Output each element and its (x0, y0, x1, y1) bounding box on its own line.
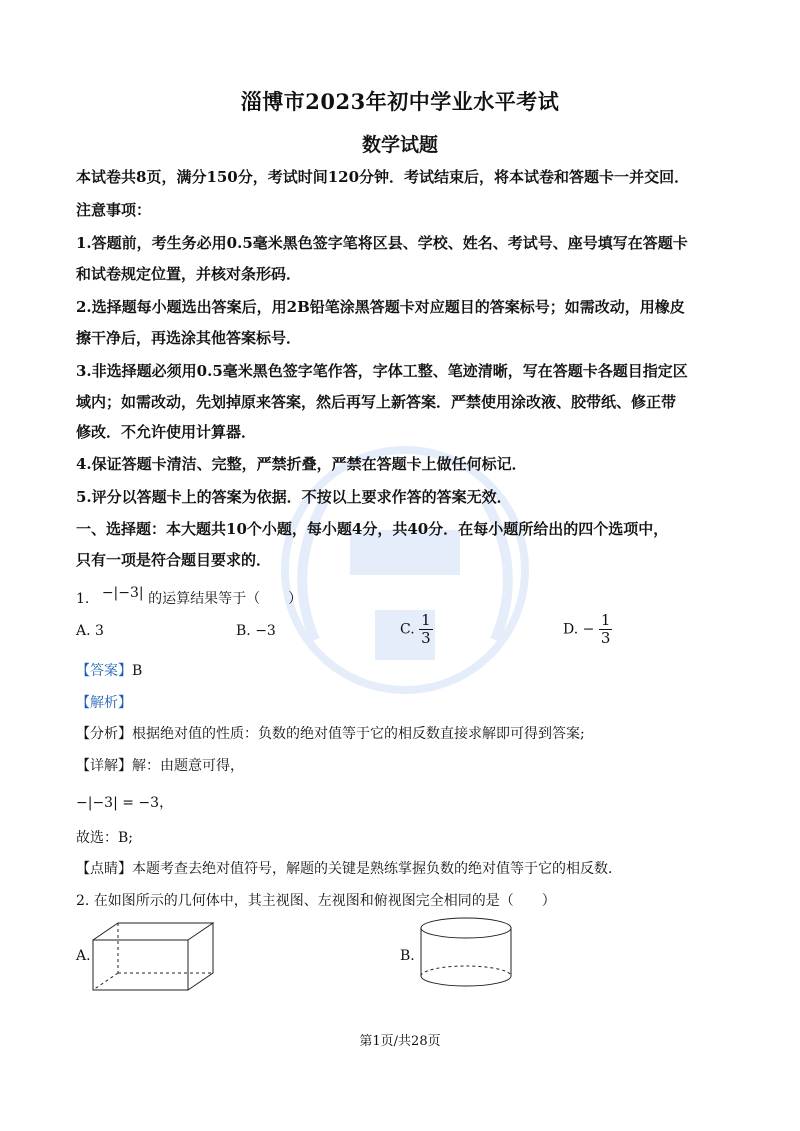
question-stem: 的运算结果等于（ ） (148, 591, 303, 607)
work-line: −|−3| = −3， (76, 795, 174, 811)
option-a: A. 3 (76, 623, 104, 639)
notice-line: 3.非选择题必须用0.5毫米黑色签字笔作答，字体工整、笔迹清晰，写在答题卡各题目指定区 (76, 362, 688, 380)
abs-expression: −|−3| (101, 585, 144, 601)
xiangjie-tag: 【详解】 (76, 758, 132, 774)
section-heading: 只有一项是符合题目要求的． (76, 551, 272, 569)
question-1 (76, 585, 736, 608)
analysis-tag: 【解析】 (76, 695, 132, 711)
fraction: $\frac{1}{3}$ (600, 611, 611, 647)
xiangjie-text: 解：由题意可得， (132, 758, 244, 774)
answer-tag: 【答案】 (76, 663, 132, 679)
dianjing-tag: 【点睛】 (76, 861, 132, 877)
xiangjie-line (76, 755, 736, 775)
notice-line: 修改．不允许使用计算器． (76, 423, 257, 441)
fenxi-tag: 【分析】 (76, 726, 132, 742)
exam-subtitle: 数学试题 (361, 134, 438, 156)
fenxi-line (76, 723, 736, 743)
option-a-label: A. (76, 948, 91, 964)
question-number: 1. (76, 591, 90, 607)
option-c: C. $\frac{1}{3}$ (400, 611, 431, 647)
question-2: 2. 在如图所示的几何体中，其主视图、左视图和俯视图完全相同的是（ ） (76, 893, 556, 909)
analysis-line (76, 692, 736, 712)
notice-line: 和试卷规定位置，并核对条形码． (76, 265, 302, 283)
notice-line: 5.评分以答题卡上的答案为依据．不按以上要求作答的答案无效． (76, 488, 512, 506)
answer-value: B (132, 663, 143, 679)
notice-line: 1.答题前，考生务必用0.5毫米黑色签字笔将区县、学校、姓名、考试号、座号填写在答题卡 (76, 234, 688, 252)
cylinder-figure (416, 914, 516, 994)
dianjing-text: 本题考查去绝对值符号，解题的关键是熟练掌握负数的绝对值等于它的相反数． (132, 861, 622, 877)
notice-line: 2.选择题每小题选出答案后，用2B铅笔涂黑答题卡对应题目的答案标号；如需改动，用橡皮 (76, 298, 685, 316)
answer-line (76, 660, 736, 680)
fraction: $\frac{1}{3}$ (421, 611, 431, 647)
section-heading: 一、选择题：本大题共10个小题，每小题4分，共40分．在每小题所给出的四个选项中， (76, 520, 669, 538)
option-b-label: B. (400, 948, 415, 964)
fenxi-text: 根据绝对值的性质：负数的绝对值等于它的相反数直接求解即可得到答案; (132, 726, 585, 742)
notice-line: 擦干净后，再选涂其他答案标号． (76, 329, 302, 347)
page-footer: 第1页/共28页 (359, 1034, 441, 1049)
notice-title: 注意事项： (76, 201, 152, 219)
option-d: D. − $\frac{1}{3}$ (563, 611, 611, 647)
exam-title: 淄博市2023年初中学业水平考试 (240, 89, 560, 114)
choice-line: 故选：B; (76, 830, 134, 846)
notice-line: 4.保证答题卡清洁、完整，严禁折叠，严禁在答题卡上做任何标记． (76, 455, 527, 473)
option-b: B. −3 (236, 623, 276, 639)
dianjing-line (76, 858, 736, 878)
notice-line: 域内；如需改动，先划掉原来答案，然后再写上新答案．严禁使用涂改液、胶带纸、修正带 (76, 393, 677, 411)
intro-text: 本试卷共8页，满分150分，考试时间120分钟．考试结束后，将本试卷和答题卡一并交回． (76, 168, 690, 186)
cuboid-figure (90, 920, 215, 995)
